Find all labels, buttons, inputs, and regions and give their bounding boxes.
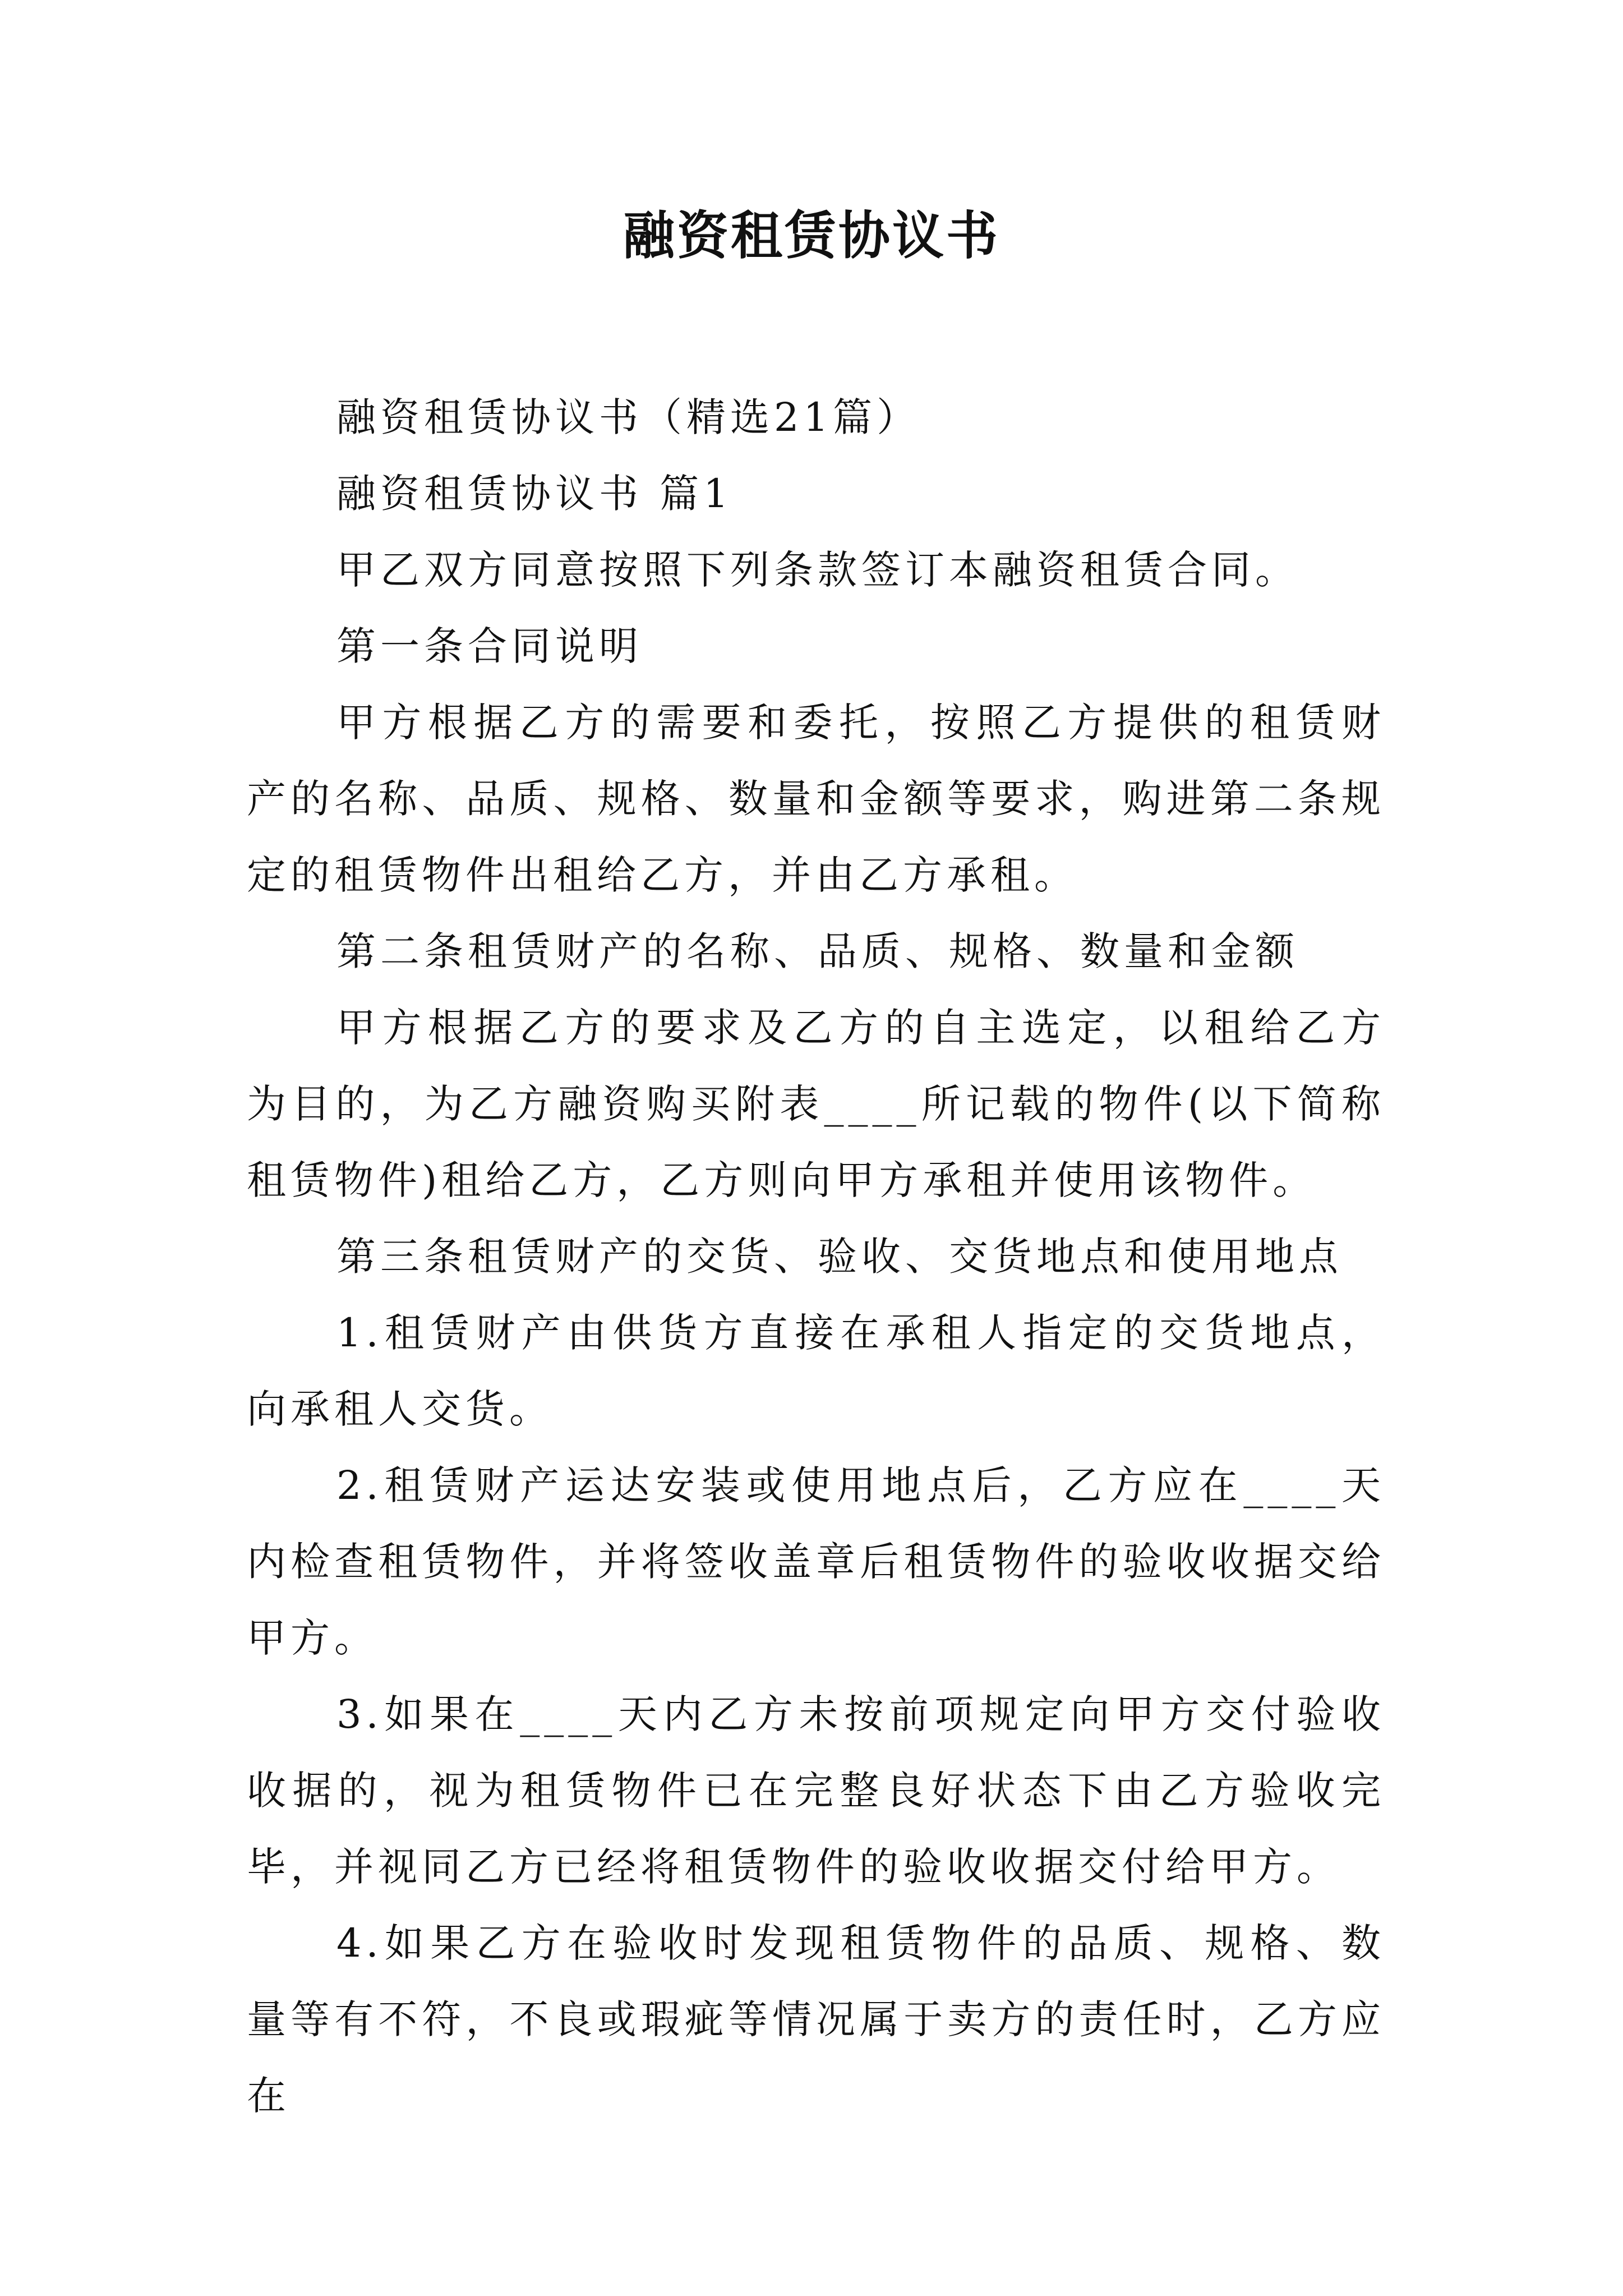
paragraph-subtitle: 融资租赁协议书（精选21篇） [336,394,921,440]
paragraph: 甲方根据乙方的要求及乙方的自主选定，以租给乙方为目的，为乙方融资购买附表____所记载的物件(以下简称租赁物件)租给乙方，乙方则向甲方承租并使用该物件。 [247,1005,1385,1203]
document-title: 融资租赁协议书 [623,205,1000,266]
paragraph-article-heading: 第二条租赁财产的名称、品质、规格、数量和金额 [336,928,1299,974]
paragraph-list-item: 4.如果乙方在验收时发现租赁物件的品质、规格、数量等有不符，不良或瑕疵等情况属于卖方的责任时，乙方应在 [247,1920,1385,2119]
paragraph: 甲方根据乙方的需要和委托，按照乙方提供的租赁财产的名称、品质、规格、数量和金额等要求，购进第二条规定的租赁物件出租给乙方，并由乙方承租。 [247,700,1385,898]
paragraph-article-heading: 第一条合同说明 [336,623,643,669]
document-body [247,379,1385,2134]
paragraph: 甲乙双方同意按照下列条款签订本融资租赁合同。 [336,547,1299,593]
paragraph-list-item: 2.租赁财产运达安装或使用地点后，乙方应在____天内检查租赁物件，并将签收盖章后租赁物件的验收收据交给甲方。 [247,1462,1385,1661]
paragraph-section-heading: 融资租赁协议书 篇1 [336,471,733,517]
paragraph-article-heading: 第三条租赁财产的交货、验收、交货地点和使用地点 [336,1234,1343,1280]
paragraph-list-item: 1.租赁财产由供货方直接在承租人指定的交货地点，向承租人交货。 [247,1310,1385,1432]
paragraph-list-item: 3.如果在____天内乙方未按前项规定向甲方交付验收收据的，视为租赁物件已在完整良好状态下由乙方验收完毕，并视同乙方已经将租赁物件的验收收据交付给甲方。 [247,1691,1385,1890]
